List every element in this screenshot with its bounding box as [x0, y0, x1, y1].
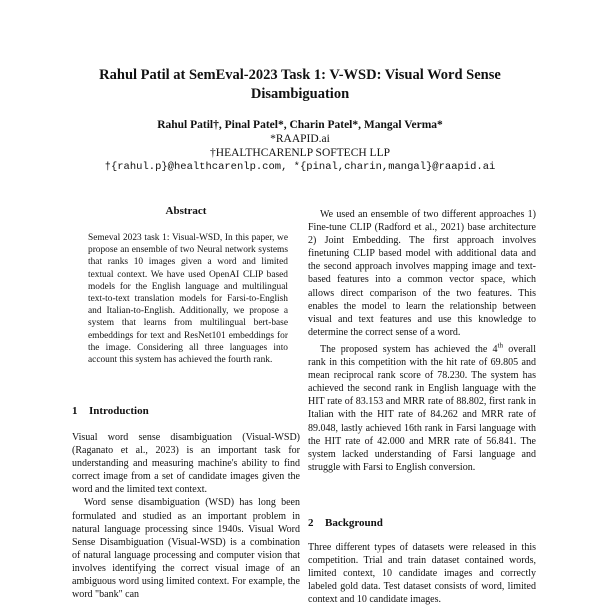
section-introduction-heading: [72, 405, 149, 417]
section-number: 2: [308, 517, 314, 529]
results-text-start: The proposed system has achieved the 4: [320, 343, 498, 355]
abstract-text: Semeval 2023 task 1: Visual-WSD, In this paper, we propose an ensemble of two Neural network systems that ranks 10 images given a word and limited textual context. We have used OpenAI CLIP based models for the English language and multilingual text-to-text translation models for Farsi-to-English and Italian-to-English. Additionally, we propose a system that learns from multilingual bert-base embeddings for text and ResNet101 embeddings for the image. Considering all three languages into account this system has achieved the fourth rank.: [88, 233, 288, 366]
background-body: [308, 541, 536, 606]
intro-paragraph-2: Word sense disambiguation (WSD) has long been formulated and studied as an important problem in natural language processing since 1940s. Visual Word Sense Disambiguation (Visual-WSD) is a combination of natural language processing and computer vision that involves identifying the correct visual image of an ambiguous word using limited context. For example, the word "bank" can: [72, 497, 300, 601]
author-emails: †{rahul.p}@healthcarenlp.com, *{pinal,charin,mangal}@raapid.ai: [104, 161, 496, 173]
intro-paragraph-1: Visual word sense disambiguation (Visual-WSD) (Raganato et al., 2023) is an important task for understanding and measuring machine's ability to find correct image from a set of candidate images given the word and the limited text context.: [72, 432, 300, 496]
section-background-heading: [308, 517, 383, 529]
approach-paragraph: We used an ensemble of two different approaches 1) Fine-tune CLIP (Radford et al., 2021) base architecture 2) Joint Embedding. The first approach involves finetuning CLIP based model with additional data and the second approach involves mapping image and text-based features into a common vector space, which allows direct comparison of the two features. This enables the model to learn the relationship between visual and text features and use this knowledge to determine the correct sense of a word.: [308, 209, 536, 338]
paper-title: Rahul Patil at SemEval-2023 Task 1: V-WSD: Visual Word Sense Disambiguation: [99, 67, 501, 102]
results-paragraph: [308, 343, 536, 474]
background-paragraph-1: Three different types of datasets were released in this competition. Trial and train dataset contained words, limited context, 10 candidate images and correctly labeled gold data. Test dataset consists of word, limited context and 10 candidate images.: [308, 542, 536, 606]
right-column-body: [308, 208, 536, 474]
affiliation-healthcarenlp: †HEALTHCARENLP SOFTECH LLP: [210, 147, 390, 159]
introduction-body: [72, 431, 300, 601]
section-number: 1: [72, 405, 78, 417]
results-superscript: th: [497, 341, 503, 350]
author-list: Rahul Patil†, Pinal Patel*, Charin Patel*, Mangal Verma*: [157, 119, 443, 131]
results-text-end: overall rank in this competition with the hit rate of 69.805 and mean reciprocal rank score of 78.230. The system has achieved the second rank in English language with the HIT rate of 83.153 and MRR rate of 88.802, first rank in Italian with the HIT rate of 84.262 and MRR rate of 89.048, lastly achieved 16th rank in Farsi language with the HIT rate of 42.000 and MRR rate of 56.841. The system lacked understanding of Farsi language and struggle with Farsi to English conversion.: [308, 343, 536, 473]
abstract-heading: Abstract: [165, 205, 207, 217]
section-title: Background: [325, 517, 383, 529]
affiliation-raapid: *RAAPID.ai: [270, 133, 330, 145]
section-title: Introduction: [89, 405, 149, 417]
